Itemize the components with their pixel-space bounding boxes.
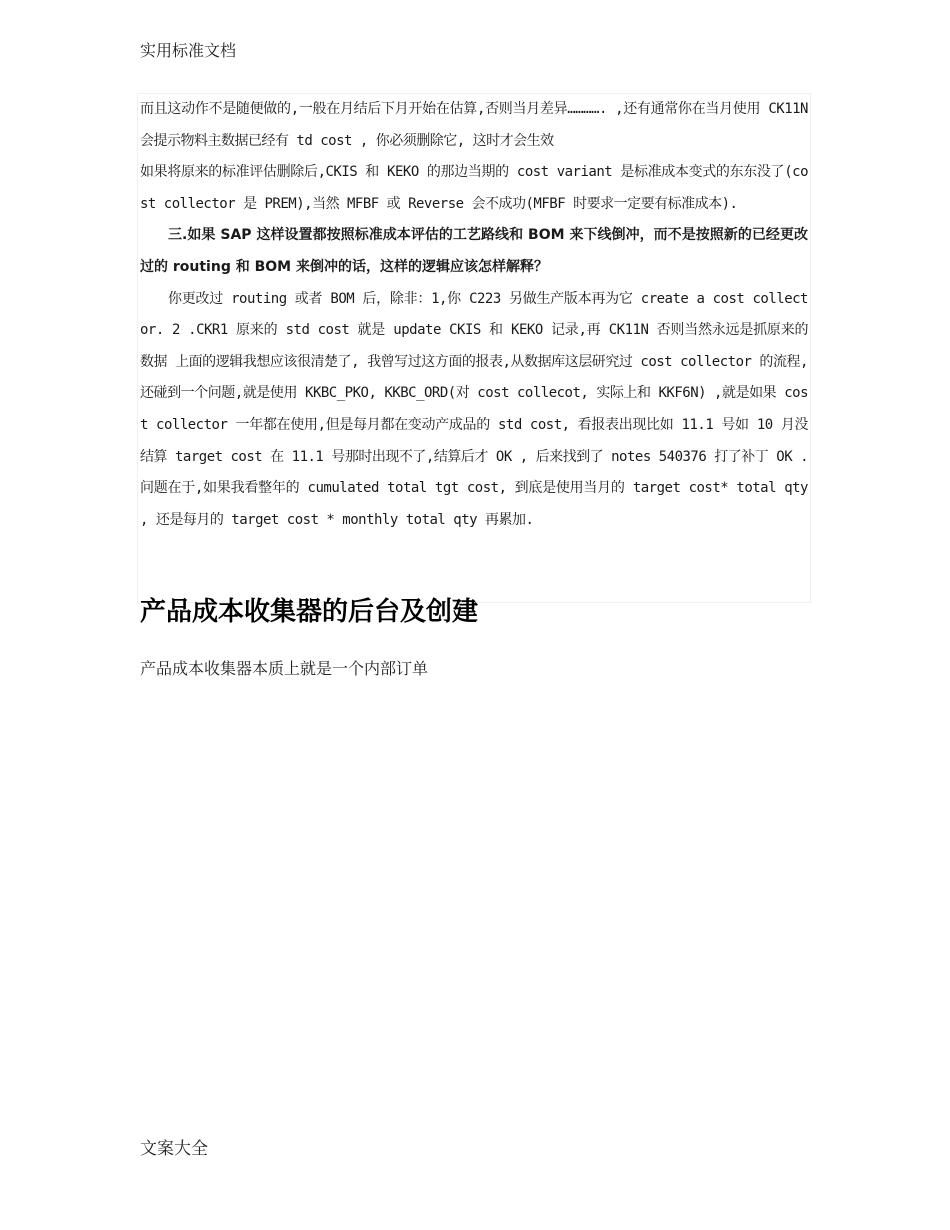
section-title: 产品成本收集器的后台及创建 [140,597,479,627]
page-footer: 文案大全 [140,1139,208,1159]
paragraph-std-valuation: 如果将原来的标准评估删除后,CKIS 和 KEKO 的那边当期的 cost variant 是标准成本变式的东东没了(cost collector 是 PREM),当然 MFBF 或 Reverse 会不成功(MFBF 时要求一定要有标准成本). [140,164,808,212]
paragraph-question-three: 三.如果 SAP 这样设置都按照标准成本评估的工艺路线和 BOM 来下线倒冲，而不是按照新的已经更改过的 routing 和 BOM 来倒冲的话，这样的逻辑应该怎样解释？ [140,227,808,275]
section-body: 产品成本收集器本质上就是一个内部订单 [140,659,429,678]
paragraph-answer: 你更改过 routing 或者 BOM 后，除非：1,你 C223 另做生产版本再为它 create a cost collector. 2 .CKR1 原来的 std cost 就是 update CKIS 和 KEKO 记录,再 CK11N 否则当然永远是抓原来的数据 上面的逻辑我想应该很清楚了, 我曾写过这方面的报表,从数据库这层研究过 cost collector 的流程, 还碰到一个问题,就是使用 KKBC_PKO, KKBC_ORD(对 cost collecot, 实际上和 KKF6N) ,就是如果 cost collector 一年都在使用,但是每月都在变动产成品的 std cost, 看报表出现比如 11.1 号如 10 月没结算 target cost 在 11.1 号那时出现不了,结算后才 OK , 后来找到了 notes 540376 打了补丁 OK . 问题在于,如果我看整年的 cumulated total tgt cost, 到底是使用当月的 target cost* total qty , 还是每月的 target cost * monthly total qty 再累加. [140,290,808,528]
page-header: 实用标准文档 [140,41,237,60]
content-block [137,93,811,603]
paragraph-variance-note: 而且这动作不是随便做的,一般在月结后下月开始在估算,否则当月差异…………. ,还有通常你在当月使用 CK11N 会提示物料主数据已经有 td cost , 你必须删除它, 这时才会生效 [140,101,808,149]
